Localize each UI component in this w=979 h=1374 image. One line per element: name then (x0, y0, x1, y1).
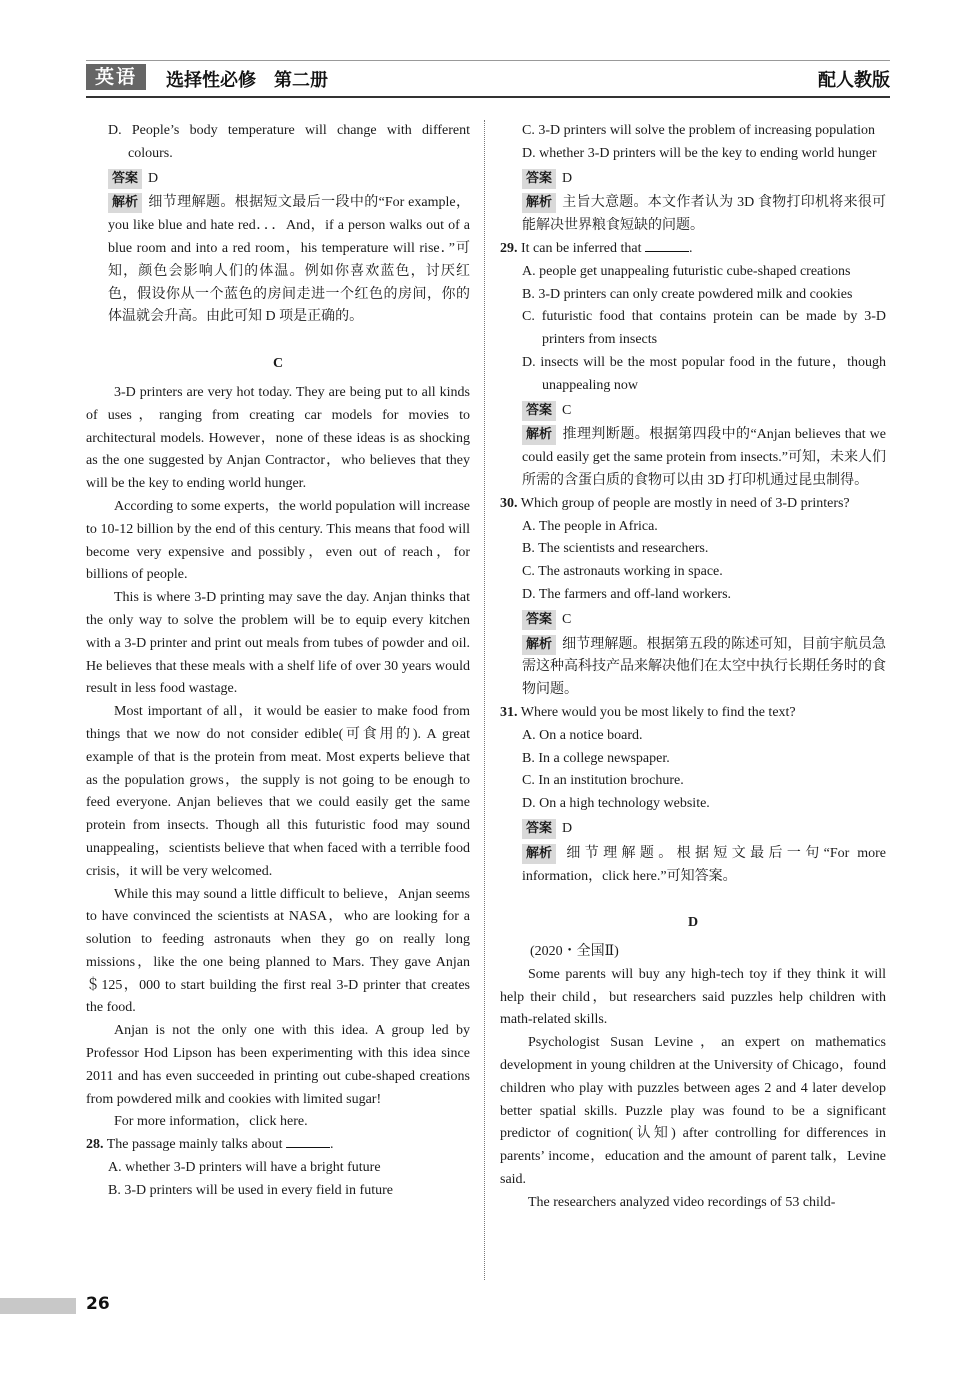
answer-blank (286, 1135, 330, 1148)
passage-source: (2020・全国Ⅱ) (530, 944, 619, 960)
q28-option-a: A. whether 3-D printers will have a bright future (108, 1160, 381, 1176)
q30-option-d: D. The farmers and off-land workers. (522, 586, 732, 602)
explanation-tag: 解析 (522, 425, 556, 445)
q30-explanation (500, 634, 886, 702)
q29-answer (500, 400, 886, 423)
answer-blank (645, 239, 689, 252)
question-number: 31. (500, 704, 518, 720)
q29-option-d: D. insects will be the most popular food in the future，though unappealing now (522, 354, 886, 393)
q31-option-b: B. In a college newspaper. (522, 750, 670, 766)
question-text: Which group of people are mostly in need of 3-D printers? (520, 495, 850, 511)
prev-option-d: D. People’s body temperature will change with different colours. (108, 123, 470, 161)
passage-paragraph: Most important of all，it would be easier to make food from things that we now do not consider edible(可食用的). A great example of that is the protein from meat. Most experts believe that as the population grows，the supply is not going to be enough to feed everyone. Anjan believes that we could easily get the same protein from insects. Though all this futuristic food may sound unappealing，scientists believe that when faced with a terrible food crisis，it will be very welcomed. (86, 704, 470, 879)
explanation-tag: 解析 (522, 844, 556, 864)
answer-tag: 答案 (522, 169, 556, 189)
question-text: It can be inferred that (521, 240, 642, 256)
question-31 (500, 702, 886, 725)
q31-answer (500, 818, 886, 841)
explanation-text: 主旨大意题。本文作者认为 3D 食物打印机将来很可能解决世界粮食短缺的问题。 (522, 195, 886, 234)
explanation-text: 细节理解题。根据短文最后一段中的“For example，you like blue and hate red．．．And，if a person walks out of a blue room and into a red room，his temperature will rise．”可知，颜色会影响人们的体温。例如你喜欢蓝色，讨厌红色，假设你从一个蓝色的房间走进一个红色的房间，你的体温就会升高。由此可知 D 项是正确的。 (108, 195, 470, 325)
passage-paragraph: Anjan is not the only one with this idea. A group led by Professor Hod Lipson has been experimenting with this idea since 2011 and has even succeeded in printing out cube-shaped creations from powdered milk and cookies with limited sugar! (86, 1023, 470, 1107)
column-divider (484, 120, 485, 1280)
q31-option-a: A. On a notice board. (522, 727, 643, 743)
q31-option-d: D. On a high technology website. (522, 796, 710, 812)
q29-explanation (500, 424, 886, 492)
section-heading-c: C (272, 356, 284, 372)
passage-paragraph: For more information，click here. (114, 1114, 308, 1130)
q30-answer (500, 609, 886, 632)
prev-answer (86, 168, 470, 191)
question-30 (500, 493, 886, 516)
q31-option-c: C. In an institution brochure. (522, 773, 684, 789)
q31-explanation (500, 843, 886, 889)
edition-label: 配人教版 (818, 70, 890, 91)
passage-paragraph: 3-D printers are very hot today. They are being put to all kinds of uses，ranging from creating car models for movies to architectural models. However，none of these ideas is as shocking as the one suggested by Anjan Contractor，who believes that they will be the key to ending world hunger. (86, 384, 470, 492)
passage-paragraph: According to some experts，the world population will increase to 10-12 billion by the end of this century. This means that food will become very expensive and possibly，even out of reach，for billions of people. (86, 498, 470, 583)
answer-tag: 答案 (522, 610, 556, 630)
footer-bar (0, 1298, 76, 1314)
q29-option-b: B. 3-D printers can only create powdered milk and cookies (522, 286, 853, 302)
explanation-tag: 解析 (108, 193, 142, 213)
page-number: 26 (86, 1294, 110, 1314)
q28-option-c: C. 3-D printers will solve the problem of increasing population (522, 123, 876, 138)
subject-badge: 英语 (86, 64, 146, 90)
left-column (86, 120, 470, 1203)
passage-paragraph: While this may sound a little difficult to believe，Anjan seems to have convinced the scientists at NASA，who are looking for a solution to feeding astronauts when they go on really long missions，like the one being planned to Mars. They gave Anjan ＄125，000 to start building the first real 3-D printer that creates the food. (86, 886, 470, 1016)
explanation-text: 细节理解题。根据第五段的陈述可知，目前宇航员急需这种高科技产品来解决他们在太空中执行长期任务时的食物问题。 (522, 636, 886, 698)
question-text: Where would you be most likely to find the text? (520, 704, 796, 720)
answer-value: C (562, 402, 572, 418)
passage-paragraph: This is where 3-D printing may save the day. Anjan thinks that the only way to solve the problem will be to equip every kitchen with a 3-D printer and print out meals from tubes of powder and oil. He believes that these meals with a shelf life of over 30 years would result in less food wastage. (86, 590, 470, 697)
explanation-tag: 解析 (522, 193, 556, 213)
section-heading-d: D (687, 915, 699, 931)
q29-option-a: A. people get unappealing futuristic cube-shaped creations (522, 263, 851, 279)
header-top-rule (86, 60, 890, 61)
answer-tag: 答案 (522, 819, 556, 839)
answer-value: C (562, 611, 572, 627)
prev-explanation (86, 192, 470, 329)
question-text: The passage mainly talks about (106, 1137, 283, 1153)
question-number: 29. (500, 240, 518, 256)
question-28: 28. The passage mainly talks about . (86, 1137, 334, 1153)
q28-option-d: D. whether 3-D printers will be the key to ending world hunger (522, 145, 877, 161)
answer-value: D (562, 820, 573, 836)
explanation-text: 细节理解题。根据短文最后一句“For more information，click here.”可知答案。 (522, 845, 886, 884)
q30-option-b: B. The scientists and researchers. (522, 541, 709, 557)
q30-option-a: A. The people in Africa. (522, 518, 658, 534)
q28-answer (500, 168, 886, 191)
right-column (500, 120, 886, 1215)
answer-tag: 答案 (108, 169, 142, 189)
question-29: 29. It can be inferred that . (500, 240, 693, 256)
question-number: 30. (500, 495, 518, 511)
answer-value: D (148, 170, 159, 186)
book-title: 选择性必修 第二册 (166, 70, 328, 91)
explanation-text: 推理判断题。根据第四段中的“Anjan believes that we could easily get the same protein from insects.”可知，未来人们所需的含蛋白质的食物可以由 3D 打印机通过昆虫制得。 (522, 427, 886, 488)
q30-option-c: C. The astronauts working in space. (522, 564, 723, 580)
answer-tag: 答案 (522, 401, 556, 421)
q28-explanation (500, 192, 886, 238)
answer-value: D (562, 170, 573, 186)
page-header (86, 62, 890, 94)
passage-paragraph: The researchers analyzed video recordings of 53 child- (528, 1194, 836, 1210)
q28-option-b: B. 3-D printers will be used in every field in future (108, 1182, 393, 1198)
explanation-tag: 解析 (522, 635, 556, 655)
question-number: 28. (86, 1137, 104, 1153)
q29-option-c: C. futuristic food that contains protein can be made by 3-D printers from insects (522, 309, 886, 348)
passage-paragraph: Psychologist Susan Levine，an expert on mathematics development in young children at the University of Chicago，found children who play with puzzles between ages 2 and 4 later develop better spatial skills. Puzzle play was found to be a significant predictor of cognition(认知) after controlling for differences in parents’ income，education and the amount of parent talk，Levine said. (500, 1035, 886, 1188)
passage-paragraph: Some parents will buy any high-tech toy if they think it will help their child，but researchers said puzzles help children with math-related skills. (500, 966, 886, 1028)
header-rule (86, 96, 890, 98)
